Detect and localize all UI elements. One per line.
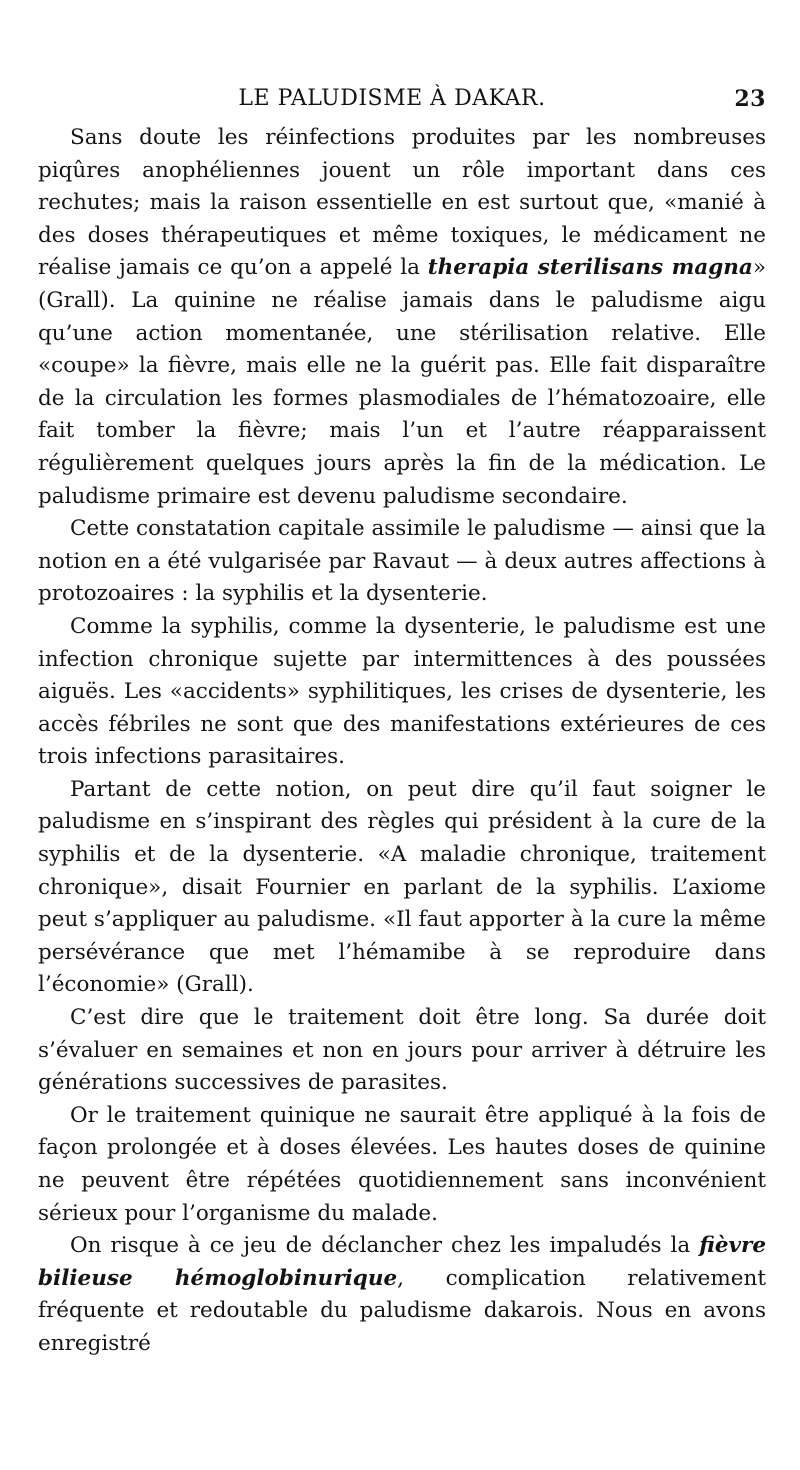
paragraph	[38, 513, 766, 611]
text-run: Or le traitement quinique ne saurait être appliqué à la fois de façon prolongée et à doses élevées. Les hautes doses de quinine ne peuvent être répétées quotidiennement sans inconvénient sérieux pour l’organisme du malade.	[38, 1102, 766, 1226]
text-run: » (Grall). La quinine ne réalise jamais dans le paludisme aigu qu’une action momentanée, une stérilisation relative. Elle «coupe» la fièvre, mais elle ne la guérit pas. Elle fait disparaître de la circulation les formes plasmodiales de l’hématozoaire, elle fait tomber la fièvre; mais l’un et l’autre réapparaissent régulièrement quelques jours après la fin de la médication. Le paludisme primaire est devenu paludisme secondaire.	[38, 255, 766, 509]
running-head	[38, 82, 766, 122]
text-run: Cette constatation capitale assimile le paludisme — ainsi que la notion en a été vulgarisée par Ravaut — à deux autres affections à protozoaires : la syphilis et la dysenterie.	[38, 516, 766, 607]
text-run: On risque à ce jeu de déclancher chez les impaludés la	[70, 1233, 700, 1259]
book-page	[38, 82, 766, 1361]
text-run: , complication relativement fréquente et redoutable du paludisme dakarois. Nous en avons enregistré	[38, 1265, 766, 1356]
page-number: 23	[734, 86, 766, 112]
body-text	[38, 122, 766, 1361]
paragraph	[38, 1002, 766, 1100]
paragraph	[38, 1230, 766, 1360]
running-title: LE PALUDISME À DAKAR.	[238, 86, 546, 111]
paragraph	[38, 122, 766, 513]
text-run: Comme la syphilis, comme la dysenterie, le paludisme est une infection chronique sujette par intermittences à des poussées aiguës. Les «accidents» syphilitiques, les crises de dysenterie, les accès fébriles ne sont que des manifestations extérieures de ces trois infections parasitaires.	[38, 613, 766, 770]
italic-term: fièvre bilieuse hémoglobinurique	[38, 1233, 766, 1291]
text-run: Partant de cette notion, on peut dire qu’il faut soigner le paludisme en s’inspirant des règles qui président à la cure de la syphilis et de la dysenterie. «A maladie chronique, traitement chronique», disait Fournier en parlant de la syphilis. L’axiome peut s’appliquer au paludisme. «Il faut apporter à la cure la même persévérance que met l’hémamibe à se reproduire dans l’économie» (Grall).	[38, 776, 766, 998]
paragraph	[38, 774, 766, 1002]
text-run: Sans doute les réinfections produites par les nombreuses piqûres anophéliennes jouent un rôle important dans ces rechutes; mais la raison essentielle en est surtout que, «manié à des doses thérapeutiques et même toxiques, le médicament ne réalise jamais ce qu’on a appelé la	[38, 125, 766, 281]
paragraph	[38, 611, 766, 774]
paragraph	[38, 1100, 766, 1230]
latin-phrase: therapia sterilisans magna	[427, 255, 753, 281]
text-run: C’est dire que le traitement doit être long. Sa durée doit s’évaluer en semaines et non en jours pour arriver à détruire les générations successives de parasites.	[38, 1005, 766, 1096]
